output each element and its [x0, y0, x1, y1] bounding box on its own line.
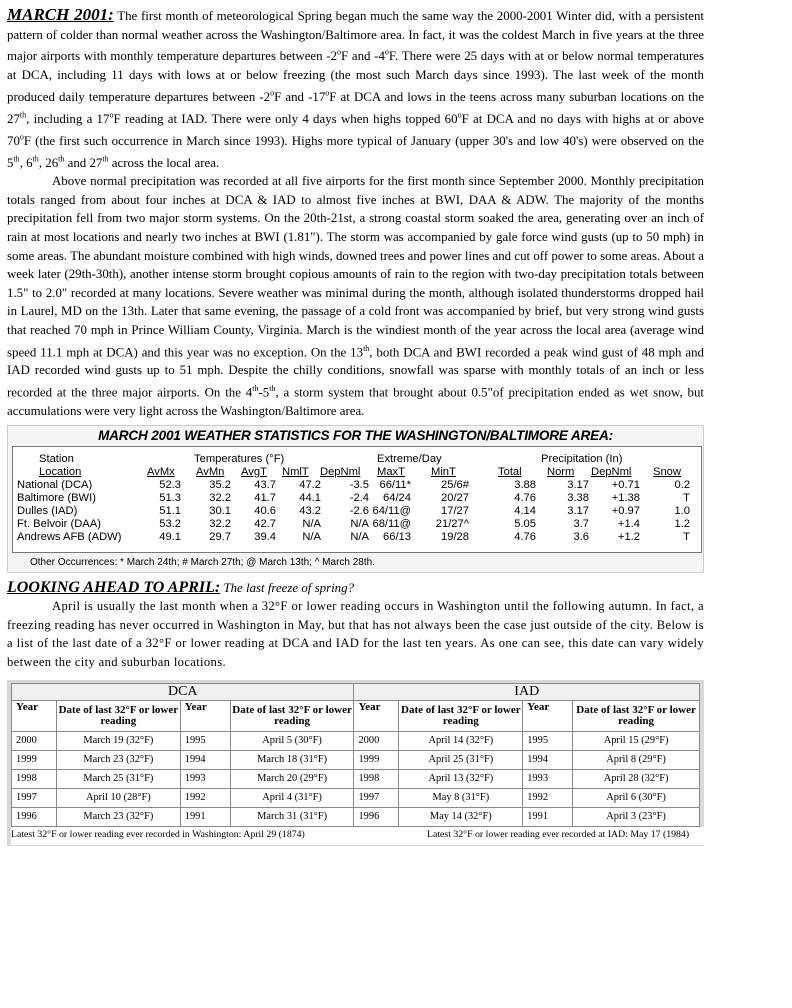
col-date: Date of last 32°F or lower reading — [230, 700, 354, 731]
weather-stats-box — [7, 425, 704, 573]
freeze-date-cell: March 31 (31°F) — [230, 807, 354, 826]
march-paragraph-1 — [7, 6, 704, 172]
freeze-date-cell: May 8 (31°F) — [399, 788, 523, 807]
freeze-year-cell: 1997 — [354, 788, 399, 807]
freeze-date-cell: April 13 (32°F) — [399, 769, 523, 788]
freeze-date-cell: March 19 (32°F) — [56, 731, 180, 750]
stats-value-cell: 53.2 — [159, 517, 181, 530]
stats-value-cell: 42.7 — [254, 517, 276, 530]
col-year: Year — [354, 700, 399, 731]
stats-value-cell: +1.4 — [617, 517, 640, 530]
superscript: o — [457, 110, 462, 120]
superscript: o — [337, 48, 342, 58]
stats-col-header: DepNml — [591, 465, 632, 478]
stats-col-header: Location — [39, 465, 82, 478]
stats-value-cell: 44.1 — [299, 491, 321, 504]
freeze-date-cell: March 23 (32°F) — [56, 807, 180, 826]
stats-group-extreme: Extreme/Day — [377, 452, 442, 465]
stats-col-header: AvMn — [196, 465, 225, 478]
stats-value-cell: 3.17 — [567, 478, 589, 491]
superscript: th — [252, 384, 259, 394]
stats-value-cell: 32.2 — [209, 491, 231, 504]
freeze-year-cell: 1995 — [180, 731, 230, 750]
stats-col-header: Norm — [547, 465, 575, 478]
superscript: th — [13, 154, 20, 164]
freeze-year-cell: 1998 — [12, 769, 57, 788]
superscript: th — [19, 110, 27, 120]
freeze-year-cell: 1991 — [180, 807, 230, 826]
superscript: o — [270, 88, 275, 98]
stats-value-cell: -3.5 — [349, 478, 369, 491]
freeze-body — [12, 731, 700, 826]
stats-value-cell: 4.76 — [514, 491, 536, 504]
freeze-row — [12, 769, 700, 788]
stats-col-header: NmlT — [282, 465, 309, 478]
freeze-date-cell: March 20 (29°F) — [230, 769, 354, 788]
stats-value-cell: N/A — [350, 517, 369, 530]
freeze-year-cell: 2000 — [354, 731, 399, 750]
april-paragraph: April is usually the last month when a 32°F or lower reading occurs in Washington until the following autumn. In fact, a freezing reading has never occurred in Washington in May, but that has not always been the case just outside of the city. Below is a list of the last date of a 32°F or lower reading at DCA and IAD for the last ten years. As one can see, this date can vary widely between the city and suburban locations. — [7, 599, 704, 669]
stats-location-cell: Dulles (IAD) — [17, 504, 78, 517]
stats-value-cell: 20/27 — [441, 491, 469, 504]
march-heading: MARCH 2001: — [7, 5, 114, 24]
superscript: th — [269, 384, 276, 394]
march-p1-body: The first month of meteorological Spring began much the same way the 2000-2001 Winter did, with a persistent pattern of colder than normal weather across the Washington/Baltimore area. In fact, it was the coldest March in five years at the three major airports with monthly temperature departures between -2$^o$F and -4$^o$F. There were 25 days with at or below normal temperatures at DCA, including 11 days with lows at or below freezing (the most such March days since 1993). The last week of the month produced daily temperature departures between -2$^o$F and -17$^o$F at DCA and lows in the teens across many suburban locations on the 27th, including a 17$^o$F reading at IAD. There were only 4 days when highs topped 60$^o$F at DCA and no days with highs at or above 70$^o$F (the first such occurrence in March since 1993). Highs more typical of January (upper 30's and low 40's) were observed on the 5th, 6th, 26th and 27th across the local area. — [7, 9, 705, 170]
stats-value-cell: 30.1 — [209, 504, 231, 517]
stats-value-cell: 4.14 — [514, 504, 536, 517]
stats-value-cell: 4.76 — [514, 530, 536, 543]
freeze-date-cell: March 25 (31°F) — [56, 769, 180, 788]
stats-value-cell: +1.2 — [617, 530, 640, 543]
col-date: Date of last 32°F or lower reading — [399, 700, 523, 731]
freeze-date-cell: April 5 (30°F) — [230, 731, 354, 750]
freeze-date-cell: April 4 (31°F) — [230, 788, 354, 807]
col-year: Year — [523, 700, 573, 731]
stats-location-cell: Baltimore (BWI) — [17, 491, 96, 504]
freeze-year-cell: 1991 — [523, 807, 573, 826]
freeze-date-cell: April 15 (29°F) — [573, 731, 700, 750]
superscript: th — [102, 154, 109, 164]
stats-col-header: AvgT — [241, 465, 267, 478]
stats-location-cell: Andrews AFB (ADW) — [17, 530, 122, 543]
stats-value-cell: 47.2 — [299, 478, 321, 491]
stats-value-cell: T — [683, 530, 690, 543]
iad-group-header: IAD — [354, 683, 700, 700]
stats-value-cell: 39.4 — [254, 530, 276, 543]
freeze-year-cell: 1997 — [12, 788, 57, 807]
stats-value-cell: 32.2 — [209, 517, 231, 530]
stats-value-cell: 43.7 — [254, 478, 276, 491]
freeze-date-cell: April 10 (28°F) — [56, 788, 180, 807]
stats-value-cell: 68/11@ — [372, 517, 411, 530]
stats-value-cell: -2.4 — [349, 491, 369, 504]
stats-value-cell: +1.38 — [611, 491, 640, 504]
stats-col-header: MaxT — [377, 465, 405, 478]
stats-value-cell: -2.6 — [349, 504, 369, 517]
freeze-year-cell: 1994 — [180, 750, 230, 769]
stats-value-cell: N/A — [302, 530, 321, 543]
stats-other-occurrences: Other Occurrences: * March 24th; # March 27th; @ March 13th; ^ March 28th. — [30, 556, 375, 568]
col-year: Year — [180, 700, 230, 731]
col-year: Year — [12, 700, 57, 731]
freeze-date-cell: April 25 (31°F) — [399, 750, 523, 769]
stats-location-cell: Ft. Belvoir (DAA) — [17, 517, 101, 530]
newsletter-page — [7, 6, 704, 846]
freeze-row — [12, 731, 700, 750]
stats-value-cell: 21/27^ — [435, 517, 469, 530]
freeze-year-cell: 1995 — [523, 731, 573, 750]
freeze-date-cell: April 3 (23°F) — [573, 807, 700, 826]
freeze-year-cell: 1999 — [354, 750, 399, 769]
stats-value-cell: N/A — [302, 517, 321, 530]
stats-group-station: Station — [39, 452, 74, 465]
stats-value-cell: 3.6 — [573, 530, 589, 543]
stats-value-cell: 52.3 — [159, 478, 181, 491]
stats-value-cell: 19/28 — [441, 530, 469, 543]
freeze-year-cell: 1992 — [180, 788, 230, 807]
freeze-date-cell: May 14 (32°F) — [399, 807, 523, 826]
superscript: o — [19, 132, 24, 142]
stats-value-cell: 40.6 — [254, 504, 276, 517]
stats-value-cell: 5.05 — [514, 517, 536, 530]
superscript: o — [325, 88, 330, 98]
dca-group-header: DCA — [12, 683, 354, 700]
april-heading-line — [7, 579, 704, 598]
stats-value-cell: 3.17 — [567, 504, 589, 517]
stats-value-cell: 51.3 — [159, 491, 181, 504]
superscript: th — [58, 154, 65, 164]
stats-col-header: MinT — [431, 465, 456, 478]
freeze-table — [11, 683, 700, 827]
stats-value-cell: 66/13 — [383, 530, 411, 543]
stats-value-cell: 41.7 — [254, 491, 276, 504]
superscript: th — [32, 154, 39, 164]
stats-value-cell: 25/6# — [441, 478, 469, 491]
stats-col-header: DepNml — [320, 465, 361, 478]
col-date: Date of last 32°F or lower reading — [573, 700, 700, 731]
stats-table — [12, 446, 702, 553]
april-heading: LOOKING AHEAD TO APRIL: — [7, 578, 221, 596]
freeze-date-cell: March 23 (32°F) — [56, 750, 180, 769]
superscript: th — [363, 343, 370, 353]
foot-washington: Latest 32°F or lower reading ever recorded in Washington: April 29 (1874) — [11, 828, 305, 840]
freeze-date-cell: April 6 (30°F) — [573, 788, 700, 807]
freeze-year-cell: 1992 — [523, 788, 573, 807]
freeze-year-cell: 1996 — [12, 807, 57, 826]
stats-value-cell: 49.1 — [159, 530, 181, 543]
stats-col-header: Total — [498, 465, 522, 478]
stats-group-precip: Precipitation (In) — [541, 452, 623, 465]
freeze-date-cell: April 28 (32°F) — [573, 769, 700, 788]
stats-title: MARCH 2001 WEATHER STATISTICS FOR THE WASHINGTON/BALTIMORE AREA: — [98, 427, 613, 443]
freeze-year-cell: 1994 — [523, 750, 573, 769]
april-subheading: The last freeze of spring? — [223, 580, 355, 595]
freeze-year-cell: 2000 — [12, 731, 57, 750]
stats-value-cell: 1.0 — [674, 504, 690, 517]
stats-value-cell: 0.2 — [674, 478, 690, 491]
freeze-row — [12, 807, 700, 826]
freeze-year-cell: 1998 — [354, 769, 399, 788]
freeze-year-cell: 1993 — [180, 769, 230, 788]
freeze-row — [12, 750, 700, 769]
freeze-date-cell: March 18 (31°F) — [230, 750, 354, 769]
foot-iad: Latest 32°F or lower reading ever recorded at IAD: May 17 (1984) — [427, 828, 690, 840]
superscript: o — [384, 48, 389, 58]
superscript: o — [109, 110, 114, 120]
stats-value-cell: 35.2 — [209, 478, 231, 491]
stats-value-cell: N/A — [350, 530, 369, 543]
freeze-table-frame — [7, 680, 704, 846]
stats-value-cell: 64/24 — [383, 491, 411, 504]
freeze-header-row — [12, 700, 700, 731]
stats-value-cell: 3.38 — [567, 491, 589, 504]
stats-value-cell: +0.97 — [611, 504, 640, 517]
stats-value-cell: 43.2 — [299, 504, 321, 517]
freeze-date-cell: April 8 (29°F) — [573, 750, 700, 769]
stats-value-cell: T — [683, 491, 690, 504]
stats-value-cell: 29.7 — [209, 530, 231, 543]
stats-value-cell: 3.7 — [573, 517, 589, 530]
stats-value-cell: +0.71 — [611, 478, 640, 491]
stats-value-cell: 1.2 — [674, 517, 690, 530]
stats-location-cell: National (DCA) — [17, 478, 93, 491]
stats-group-temps: Temperatures (°F) — [194, 452, 285, 465]
freeze-date-cell: April 14 (32°F) — [399, 731, 523, 750]
stats-value-cell: 3.88 — [514, 478, 536, 491]
march-paragraph-2: Above normal precipitation was recorded at all five airports for the first month since September 2000. Monthly precipitation totals ranged from about four inches at DCA & IAD to almost five inches at BWI, DAA & ADW. The majority of the months precipitation fell from two major storm systems. On the 20th-21st, a strong coastal storm soaked the area, generating over an inch of rain at most locations and nearly two inches at BWI (1.81"). The storm was accompanied by gale force wind gusts (up to 50 mph) in some areas. The abundant moisture combined with high winds, downed trees and power lines and cut off power to some areas. About a week later (29th-30th), another intense storm brought copious amounts of rain to the region with two-day precipitation totals between 1.5" to 2.0" recorded at many locations. Severe weather was minimal during the month, although isolated thunderstorms dropped hail in Laurel, MD on the 13th. Later that same evening, the passage of a cold front was accompanied by brief, but very strong wind gusts that reached 70 mph in Prince William County, Virginia. March is the windiest month of the year across the local area (average wind speed 11.1 mph at DCA) and this year was no exception. On the 13th, both DCA and BWI recorded a peak wind gust of 48 mph and IAD recorded wind gusts up to 51 mph. Despite the chilly conditions, snowfall was sparse with monthly totals of an inch or less recorded at the three major airports. On the 4th-5th, a storm system that brought about 0.5"of precipitation ended as wet snow, but accumulations were very light across the Washington/Baltimore area. — [7, 174, 705, 418]
stats-value-cell: 17/27 — [441, 504, 469, 517]
col-date: Date of last 32°F or lower reading — [56, 700, 180, 731]
stats-value-cell: 51.1 — [159, 504, 181, 517]
stats-col-header: Snow — [653, 465, 681, 478]
stats-value-cell: 64/11@ — [372, 504, 411, 517]
stats-col-header: AvMx — [147, 465, 175, 478]
freeze-year-cell: 1993 — [523, 769, 573, 788]
freeze-year-cell: 1996 — [354, 807, 399, 826]
freeze-row — [12, 788, 700, 807]
stats-value-cell: 66/11* — [379, 478, 411, 491]
freeze-year-cell: 1999 — [12, 750, 57, 769]
freeze-footnotes — [11, 827, 708, 845]
